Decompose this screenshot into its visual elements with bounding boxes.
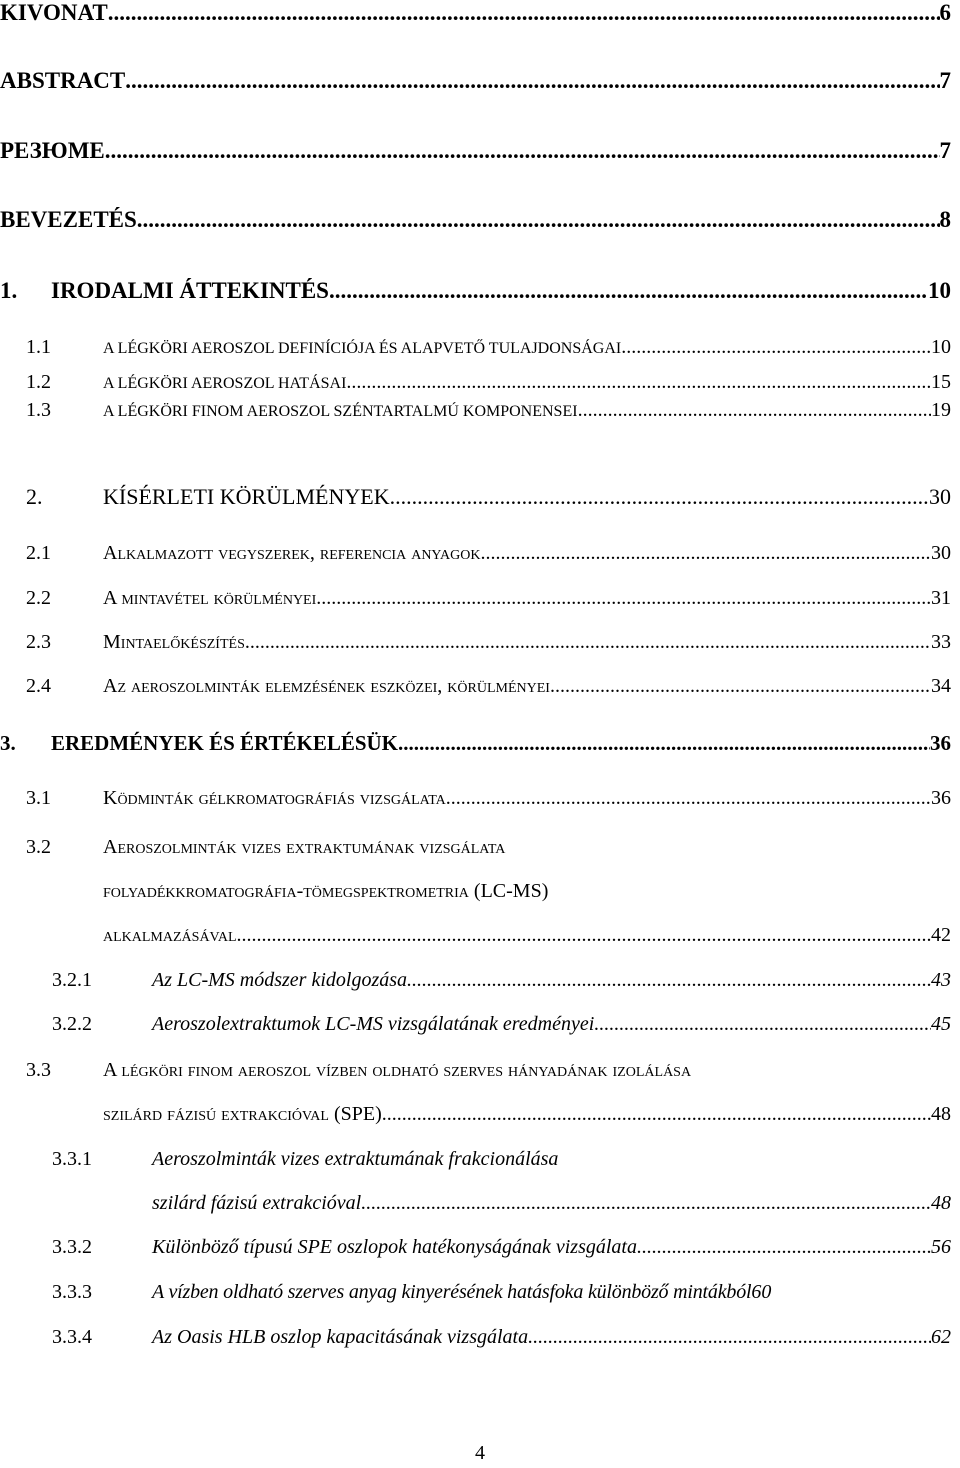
toc-leader — [480, 542, 931, 565]
toc-title: KIVONAT — [0, 0, 108, 25]
toc-number: 2.1 — [26, 542, 51, 564]
toc-leader — [245, 631, 931, 654]
toc-number: 1.1 — [26, 336, 51, 358]
toc-leader — [108, 0, 940, 26]
toc-number: 3.3.1 — [52, 1148, 92, 1170]
toc-entry[interactable] — [0, 1326, 951, 1349]
toc-leader — [361, 1192, 931, 1215]
toc-leader — [137, 207, 940, 233]
toc-entry-continuation — [0, 880, 951, 903]
toc-number: 3.3.4 — [52, 1326, 92, 1348]
toc-title-continuation: szilárd fázisú extrakcióval (SPE) — [103, 1103, 382, 1125]
toc-entry[interactable] — [0, 542, 951, 565]
toc-page: 42 — [931, 924, 951, 946]
toc-entry[interactable] — [0, 731, 951, 756]
toc-leader — [390, 484, 929, 510]
toc-page: 15 — [931, 371, 951, 393]
toc-title: A mintavétel körülményei — [103, 587, 317, 609]
toc-leader — [105, 138, 940, 164]
toc-page: 36 — [931, 787, 951, 809]
toc-number: 3.3 — [26, 1059, 51, 1081]
toc-title-continuation: szilárd fázisú extrakcióval — [152, 1192, 362, 1214]
toc-title: A LÉGKÖRI FINOM AEROSZOL SZÉNTARTALMÚ KOMPONENSEI — [103, 403, 578, 420]
toc-entry[interactable] — [0, 1059, 951, 1082]
toc-title: A légköri finom aeroszol vízben oldható szerves hányadának izolálása — [103, 1059, 692, 1081]
toc-page: 45 — [931, 1013, 951, 1035]
toc-page: 19 — [931, 399, 951, 421]
toc-leader — [621, 336, 931, 359]
toc-entry[interactable] — [0, 836, 951, 859]
toc-title: Különböző típusú SPE oszlopok hatékonyságának vizsgálata — [152, 1236, 637, 1258]
toc-number: 1.2 — [26, 371, 51, 393]
toc-title: Mintaelőkészítés — [103, 631, 245, 653]
toc-page: 48 — [931, 1103, 951, 1125]
toc-title: Ködminták gélkromatográfiás vizsgálata — [103, 787, 446, 809]
toc-leader — [237, 924, 931, 947]
toc-entry[interactable] — [0, 138, 951, 164]
toc-number: 3.2.2 — [52, 1013, 92, 1035]
toc-title: A vízben oldható szerves anyag kinyerésének hatásfoka különböző mintákból — [152, 1281, 752, 1303]
toc-title: A LÉGKÖRI AEROSZOL HATÁSAI — [103, 375, 347, 392]
toc-entry-continuation[interactable] — [0, 924, 951, 947]
toc-number: 1. — [0, 278, 18, 303]
toc-title: Aeroszolextraktumok LC-MS vizsgálatának eredményei — [152, 1013, 595, 1035]
toc-page: 30 — [929, 484, 951, 509]
toc-page: 6 — [939, 0, 951, 25]
toc-number: 3.2 — [26, 836, 51, 858]
toc-entry[interactable] — [0, 484, 951, 510]
toc-title: A LÉGKÖRI AEROSZOL DEFINÍCIÓJA ÉS ALAPVETŐ TULAJDONSÁGAI — [103, 340, 622, 357]
toc-title-continuation: folyadékkromatográfia-tömegspektrometria (LC-MS) — [103, 880, 549, 902]
toc-page: 43 — [931, 969, 951, 991]
toc-number: 2.4 — [26, 675, 51, 697]
toc-title: IRODALMI ÁTTEKINTÉS — [51, 278, 329, 303]
toc-leader — [594, 1013, 931, 1036]
toc-number: 3.2.1 — [52, 969, 92, 991]
toc-entry[interactable] — [0, 675, 951, 698]
toc-entry[interactable] — [0, 68, 951, 94]
toc-leader — [578, 399, 931, 422]
toc-leader — [346, 371, 931, 394]
toc-leader — [637, 1236, 931, 1259]
toc-leader — [329, 278, 928, 304]
page-number: 4 — [475, 1442, 485, 1464]
toc-entry[interactable] — [0, 1236, 951, 1259]
toc-title: KÍSÉRLETI KÖRÜLMÉNYEK — [103, 484, 390, 509]
toc-number: 2.3 — [26, 631, 51, 653]
toc-page: 48 — [931, 1192, 951, 1214]
toc-number: 3.3.2 — [52, 1236, 92, 1258]
toc-entry[interactable] — [0, 336, 951, 359]
toc-leader — [407, 969, 931, 992]
toc-page: 62 — [931, 1326, 951, 1348]
toc-page: 34 — [931, 675, 951, 697]
toc-leader — [316, 587, 931, 610]
toc-page: 31 — [931, 587, 951, 609]
toc-entry[interactable] — [0, 587, 951, 610]
toc-number: 2.2 — [26, 587, 51, 609]
toc-title: Aeroszolminták vizes extraktumának vizsgálata — [103, 836, 506, 858]
toc-number: 3. — [0, 731, 16, 755]
toc-title: BEVEZETÉS — [0, 207, 137, 232]
toc-page: 7 — [939, 68, 951, 93]
toc-number: 2. — [26, 484, 43, 509]
toc-entry[interactable] — [0, 1148, 951, 1171]
toc-entry-continuation[interactable] — [0, 1192, 951, 1215]
toc-title: Az LC-MS módszer kidolgozása — [152, 969, 408, 991]
toc-title: РЕЗЮМЕ — [0, 138, 105, 163]
toc-page: 60 — [751, 1281, 772, 1303]
toc-page: 7 — [939, 138, 951, 163]
toc-leader — [446, 787, 931, 810]
toc-entry[interactable] — [0, 969, 951, 992]
toc-leader — [550, 675, 931, 698]
toc-title: ABSTRACT — [0, 68, 126, 93]
toc-page: 30 — [931, 542, 951, 564]
toc-page: 56 — [931, 1236, 951, 1258]
toc-entry[interactable] — [0, 1281, 951, 1304]
toc-title: EREDMÉNYEK ÉS ÉRTÉKELÉSÜK — [51, 731, 399, 755]
toc-entry[interactable] — [0, 0, 951, 26]
toc-entry[interactable] — [0, 787, 951, 810]
toc-number: 3.1 — [26, 787, 51, 809]
toc-leader — [382, 1103, 931, 1126]
toc-title: Az aeroszolminták elemzésének eszközei, körülményei — [103, 675, 550, 697]
toc-entry[interactable] — [0, 278, 951, 304]
toc-number: 3.3.3 — [52, 1281, 92, 1303]
toc-leader — [125, 68, 939, 94]
toc-page: 8 — [939, 207, 951, 232]
toc-leader — [528, 1326, 931, 1349]
toc-page: 33 — [931, 631, 951, 653]
toc-entry[interactable] — [0, 1013, 951, 1036]
toc-entry-continuation[interactable] — [0, 1103, 951, 1126]
toc-title-continuation: alkalmazásával — [103, 924, 237, 946]
toc-number: 1.3 — [26, 399, 51, 421]
toc-entry[interactable] — [0, 631, 951, 654]
toc-title: Az Oasis HLB oszlop kapacitásának vizsgálata — [152, 1326, 529, 1348]
toc-title: Aeroszolminták vizes extraktumának frakcionálása — [152, 1148, 559, 1170]
toc-page: 10 — [928, 278, 951, 303]
toc-page: 36 — [930, 731, 951, 755]
toc-title: Alkalmazott vegyszerek, referencia anyagok — [103, 542, 481, 564]
toc-entry[interactable] — [0, 399, 951, 422]
toc-leader — [398, 731, 930, 756]
toc-entry[interactable] — [0, 371, 951, 394]
toc-page: 10 — [931, 336, 951, 358]
toc-entry[interactable] — [0, 207, 951, 233]
